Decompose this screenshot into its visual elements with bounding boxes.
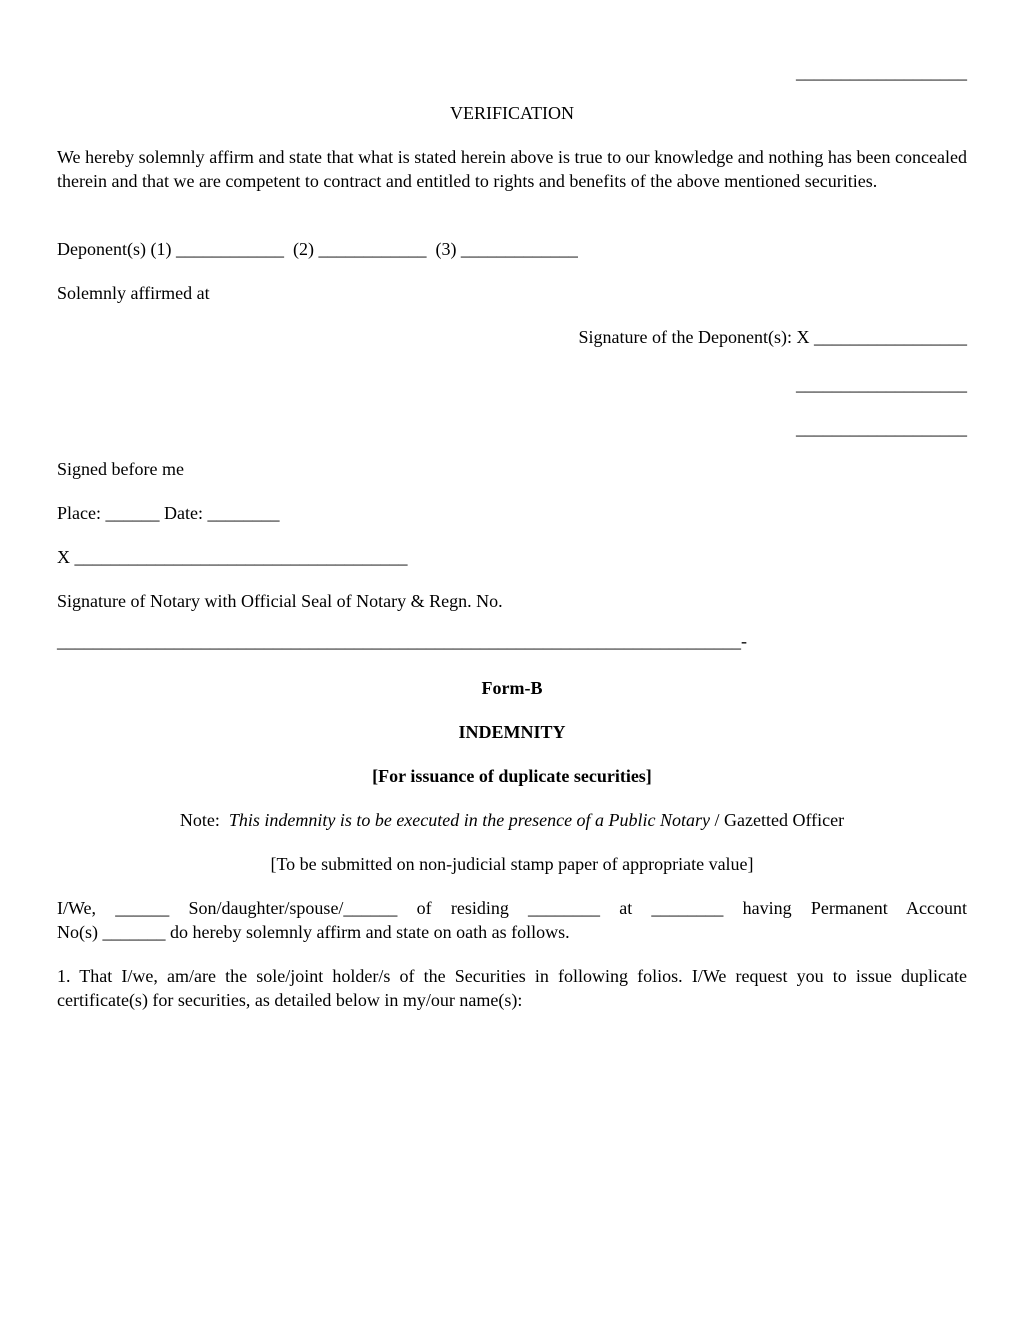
clause-1: 1. That I/we, am/are the sole/joint holder/s of the Securities in following folios. I/We request you to issue duplicate certificate(s) for securities, as detailed below in my/our name(s): bbox=[57, 966, 967, 1010]
solemnly-affirmed-line: Solemnly affirmed at bbox=[57, 283, 210, 303]
notary-signature-line: X _____________________________________ bbox=[57, 547, 408, 567]
note-tail: / Gazetted Officer bbox=[710, 810, 845, 830]
deponent-signature-line: Signature of the Deponent(s): X _________________ bbox=[578, 327, 967, 347]
deponents-line: Deponent(s) (1) ____________ (2) ____________ (3) _____________ bbox=[57, 239, 578, 259]
document-page bbox=[57, 0, 967, 1325]
note-line bbox=[57, 808, 967, 832]
notary-caption: Signature of Notary with Official Seal of Notary & Regn. No. bbox=[57, 591, 503, 611]
section-separator: ____________________________________________________________________________- bbox=[57, 631, 747, 651]
form-title: Form-B bbox=[481, 678, 543, 698]
deponent-signature-line-2: ___________________ bbox=[796, 374, 967, 394]
verification-heading: VERIFICATION bbox=[450, 103, 574, 123]
top-blank-line: ___________________ bbox=[796, 62, 967, 82]
intro-line-2: No(s) _______ do hereby solemnly affirm and state on oath as follows. bbox=[57, 922, 570, 942]
place-date-line: Place: ______ Date: ________ bbox=[57, 503, 280, 523]
indemnity-subtitle: [For issuance of duplicate securities] bbox=[372, 766, 652, 786]
stamp-paper-note: [To be submitted on non-judicial stamp paper of appropriate value] bbox=[270, 854, 754, 874]
indemnity-title: INDEMNITY bbox=[458, 722, 566, 742]
note-label: Note: bbox=[179, 810, 229, 830]
signed-before-me: Signed before me bbox=[57, 459, 184, 479]
verification-affirmation: We hereby solemnly affirm and state that what is stated herein above is true to our knowledge and nothing has been concealed therein and that we are competent to contract and entitled to rights and benefits of the above mentioned securities. bbox=[57, 147, 967, 191]
note-italic-text: This indemnity is to be executed in the presence of a Public Notary bbox=[228, 810, 711, 830]
deponent-signature-line-3: ___________________ bbox=[796, 418, 967, 438]
intro-line-1: I/We, ______ Son/daughter/spouse/______ of residing ________ at ________ having Permanent Account bbox=[57, 898, 967, 918]
